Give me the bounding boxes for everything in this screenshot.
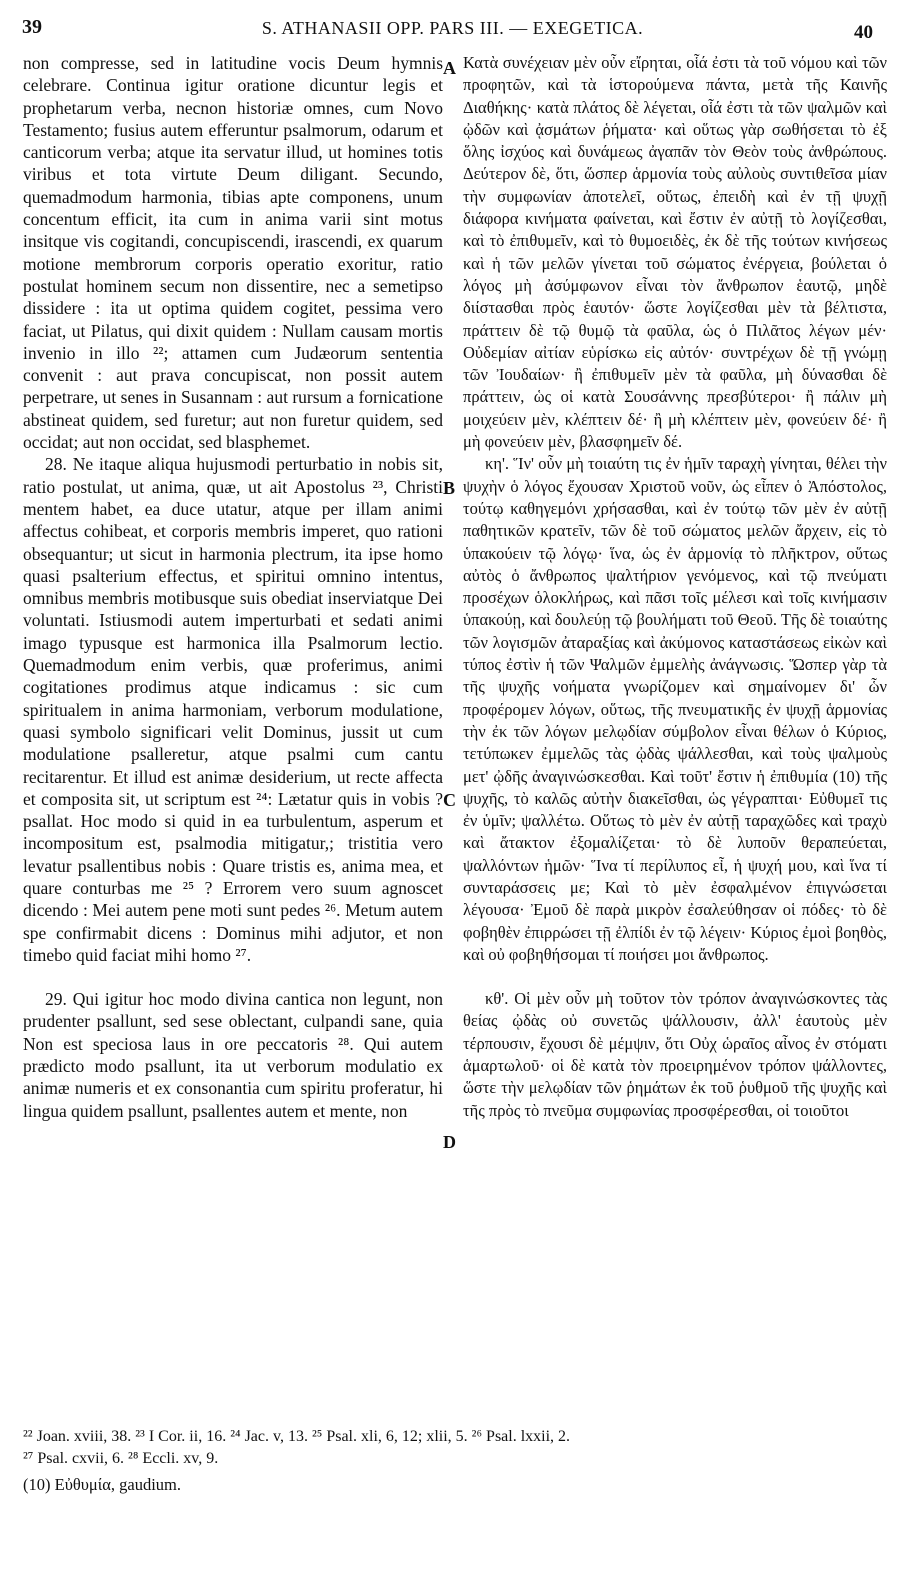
footnote-gloss: (10) Εὐθυμία, gaudium. (23, 1475, 181, 1494)
page-header (0, 16, 905, 46)
latin-column (23, 52, 443, 1122)
page-number-right: 40 (854, 22, 873, 43)
latin-paragraph-28: 28. Ne itaque aliqua hujusmodi perturbatio in nobis sit, ratio postulat, ut anima, quæ, ut ait Apostolus ²³, Christi mentem habet, ea duce utatur, atque per illam animi affectus cohibeat, et corporis membris imperet, quo rationi obsequantur; ut sicut in harmonia plectrum, ita ipse homo quasi psalterium effectus, et spiritui omnino intentus, omnibus membris motibusque suis obediat inserviatque Dei voluntati. Istiusmodi autem imperturbati et sedati animi imago typusque est harmonica illa Psalmorum lectio. Quemadmodum enim verbis, quæ proferimus, animi cogitationes prodimus atque indicamus : sic cum spiritualem in anima harmoniam, verborum modulatione, quasi symbolo significari velit Dominus, jussit ut cum modulatione psalleretur, atque psalmi cum cantu recitarentur. Et illud est animæ desiderium, ut recte affecta et composita sit, ut scriptum est ²⁴: Lætatur quis in vobis ? psallat. Hoc modo si quid in ea turbulentum, asperum et incompositum est, psalmodia mitigatur,; tristitia vero levatur psallentibus nobis : Quare tristis es, anima mea, et quare conturbas me ²⁵ ? Errorem vero suum agnoscet dicendo : Mei autem pene moti sunt pedes ²⁶. Metum autem spe confirmabit dicens : Dominus mihi adjutor, et non timebo quid faciat mihi homo ²⁷. (23, 454, 443, 965)
margin-marker-b: B (443, 478, 456, 498)
margin-marker-c: C (443, 790, 456, 810)
margin-marker-a: A (443, 58, 456, 78)
latin-paragraph-29: 29. Qui igitur hoc modo divina cantica non legunt, non prudenter psallunt, sed sese oblectant, culpandi sane, quia Non est speciosa laus in ore peccatoris ²⁸. Qui autem prædicto modo psallunt, ita ut verborum modulatio ex animæ numeris et ex consonantia cum spiritu proferatur, hi lingua quidem psallunt, psallentes autem et mente, non (23, 989, 443, 1121)
footnote-line-1: ²² Joan. xviii, 38. ²³ I Cor. ii, 16. ²⁴ Jac. v, 13. ²⁵ Psal. xli, 6, 12; xlii, 5. ²⁶ Psal. lxxii, 2. (23, 1428, 571, 1445)
margin-marker-d: D (443, 1132, 456, 1152)
page-number-left: 39 (22, 16, 42, 38)
latin-paragraph-1: non compresse, sed in latitudine vocis Deum hymnis celebrare. Continua igitur oratione dicuntur legis et prophetarum verba, necnon historiæ omnes, cum Novo Testamento; fusius autem efferuntur psalmorum, odarum et canticorum verba; atque ita servatur illud, ut homines totis viribus et tota virtute Deum diligant. Secundo, quemadmodum harmonia, tibias apte componens, unum concentum efficit, ita cum in anima varii sint motus insitque vis cogitandi, concupiscendi, irascendi, ex quarum motione membrorum corporis operatio exoritur, ratio postulat hominem secum non dissentire, nec a semetipso dissidere : ita ut optima quidem cogitet, pessima vero faciat, ut Pilatus, qui dixit quidem : Nullam causam mortis invenio in illo ²²; attamen cum Judæorum sententia convenit : aut prava concupiscat, non possit autem perpetrare, ut senes in Susannam : aut rursum a fornicatione abstineat quidem, sed furetur; aut non furetur quidem, sed occidat; aut non occidat, sed blasphemet. (23, 53, 443, 453)
greek-paragraph-1: Κατὰ συνέχειαν μὲν οὖν εἴρηται, οἷά ἐστι τὰ τοῦ νόμου καὶ τῶν προφητῶν, καὶ τὰ ἱστορούμενα πάντα, μετὰ τῆς Καινῆς Διαθήκης· κατὰ πλάτος δὲ λέγεται, οἷά ἐστι τὰ τῶν ψαλμῶν καὶ ᾠδῶν καὶ ᾀσμάτων ῥήματα· καὶ οὕτως γὰρ σωθήσεται τὸ ἐξ ὅλης ἰσχύος καὶ δυνάμεως ἀγαπᾶν τὸν Θεὸν τοὺς ἀνθρώπους. Δεύτερον δὲ, ὅτι, ὥσπερ ἁρμονία τοὺς αὐλοὺς συντιθεῖσα μίαν τὴν συμφωνίαν ἀποτελεῖ, οὕτως, ἐπειδὴ καὶ ἐν τῇ ψυχῇ διάφορα κινήματα φαίνεται, καὶ ἔστιν ἐν αὐτῇ τὸ λογίζεσθαι, καὶ τὸ ἐπιθυμεῖν, καὶ τὸ θυμοειδὲς, ἐκ δὲ τῆς τούτων κινήσεως καὶ ἡ τῶν μελῶν γίνεται τοῦ σώματος ἐνέργεια, βούλεται ὁ λόγος μὴ ἀσύμφωνον εἶναι τὸν ἄνθρωπον ἑαυτῷ, μηδὲ διίστασθαι πρὸς ἑαυτόν· ὥστε λογίζεσθαι μὲν τὰ βέλτιστα, πράττειν δὲ τῷ θυμῷ τὰ φαῦλα, ὡς ὁ Πιλᾶτος λέγων μέν· Οὐδεμίαν αἰτίαν εὑρίσκω εἰς αὐτόν· συντρέχων δὲ τῇ γνώμῃ τῶν Ἰουδαίων· ἢ ἐπιθυμεῖν μὲν τὰ φαῦλα, μὴ δύνασθαι δὲ πράττειν, ὡς οἱ κατὰ Σουσάννης πρεσβύτεροι· ἢ πάλιν μὴ μοιχεύειν μὲν, κλέπτειν δέ· ἢ μὴ κλέπτειν μὲν, φονεύειν δέ· ἢ μὴ φονεύειν μὲν, βλασφημεῖν δέ. (463, 53, 887, 452)
greek-paragraph-29: κθ'. Οἱ μὲν οὖν μὴ τοῦτον τὸν τρόπον ἀναγινώσκοντες τὰς θείας ᾠδὰς οὐ συνετῶς ψάλλουσιν, ἀλλ' ἑαυτοὺς μὲν τέρπουσιν, ἔχουσι δὲ μέμψιν, ὅτι Οὐχ ὡραῖος αἶνος ἐν στόματι ἁμαρτωλοῦ· οἱ δὲ κατὰ τὸν προειρημένον τρόπον ψάλλοντες, ὥστε τὴν μελῳδίαν τῶν ῥημάτων ἐκ τοῦ ῥυθμοῦ τῆς ψυχῆς καὶ τῆς πρὸς τὸ πνεῦμα συμφωνίας προσφέρεσθαι, οἱ τοιοῦτοι (463, 989, 887, 1120)
footnote-line-2: ²⁷ Psal. cxvii, 6. ²⁸ Eccli. xv, 9. (23, 1450, 219, 1467)
footnotes (23, 1426, 887, 1496)
running-title: S. ATHANASII OPP. PARS III. — EXEGETICA. (261, 18, 644, 38)
greek-paragraph-28: κη'. Ἵν' οὖν μὴ τοιαύτη τις ἐν ἡμῖν ταραχὴ γίνηται, θέλει τὴν ψυχὴν ὁ λόγος ἔχουσαν Χριστοῦ νοῦν, ὡς εἶπεν ὁ Ἀπόστολος, τούτῳ καθηγεμόνι χρήσασθαι, καὶ ἐν τούτῳ τῶν μὲν ἐν αὐτῇ παθητικῶν κρατεῖν, τῶν δὲ τοῦ σώματος μελῶν ἄρχειν, εἰς τὸ ὑπακούειν τῷ λόγῳ· ἵνα, ὡς ἐν ἁρμονίᾳ τὸ πλῆκτρον, οὕτως αὐτὸς ὁ ἄνθρωπος ψαλτήριον γενόμενος, καὶ τῷ πνεύματι προσέχων ὁλοκλήρως, καὶ πᾶσι τοῖς μέλεσι καὶ τοῖς κινήμασιν ὑπακούῃ, καὶ δουλεύῃ τῷ βουλήματι τοῦ Θεοῦ. Τῆς δὲ τοιαύτης τῶν λογισμῶν ἀταραξίας καὶ ἀκύμονος καταστάσεως εἰκὼν καὶ τύπος ἐστὶν ἡ τῶν Ψαλμῶν ἐμμελὴς ἀνάγνωσις. Ὥσπερ γὰρ τὰ τῆς ψυχῆς νοήματα γνωρίζομεν καὶ σημαίνομεν δι' ὧν προφέρομεν λόγων, οὕτως, τῆς πνευματικῆς ἐν ψυχῇ ἁρμονίας τὴν ἐκ τῶν λόγων μελῳδίαν σύμβολον εἶναι θέλων ὁ Κύριος, τετύπωκεν ἐμμελῶς τὰς ᾠδὰς ψάλλεσθαι, καὶ τοὺς ψαλμοὺς μετ' ᾠδῆς ἀναγινώσκεσθαι. Καὶ τοῦτ' ἔστιν ἡ ἐπιθυμία (10) τῆς ψυχῆς, τὸ καλῶς αὐτὴν διακεῖσθαι, ὡς γέγραπται· Εὐθυμεῖ τις ἐν ὑμῖν; ψαλλέτω. Οὕτως τὸ μὲν ἐν αὐτῇ ταραχῶδες καὶ τραχὺ καὶ ἄτακτον ἐξομαλίζεται· τὸ δὲ λυποῦν θεραπεύεται, ψαλλόντων ἡμῶν· Ἵνα τί περίλυπος εἶ, ἡ ψυχή μου, καὶ ἵνα τί συνταράσσεις με; Καὶ τὸ μὲν ἐσφαλμένον ἐπιγνώσεται λέγουσα· Ἐμοῦ δὲ παρὰ μικρὸν ἐσαλεύθησαν οἱ πόδες· τὸ δὲ φοβηθὲν ἐπιρρώσει τῇ ἐλπίδι ἐν τῷ λέγειν· Κύριος ἐμοὶ βοηθὸς, καὶ οὐ φοβηθήσομαι τί ποιήσει μοι ἄνθρωπος. (463, 454, 887, 964)
greek-column (463, 52, 887, 1122)
